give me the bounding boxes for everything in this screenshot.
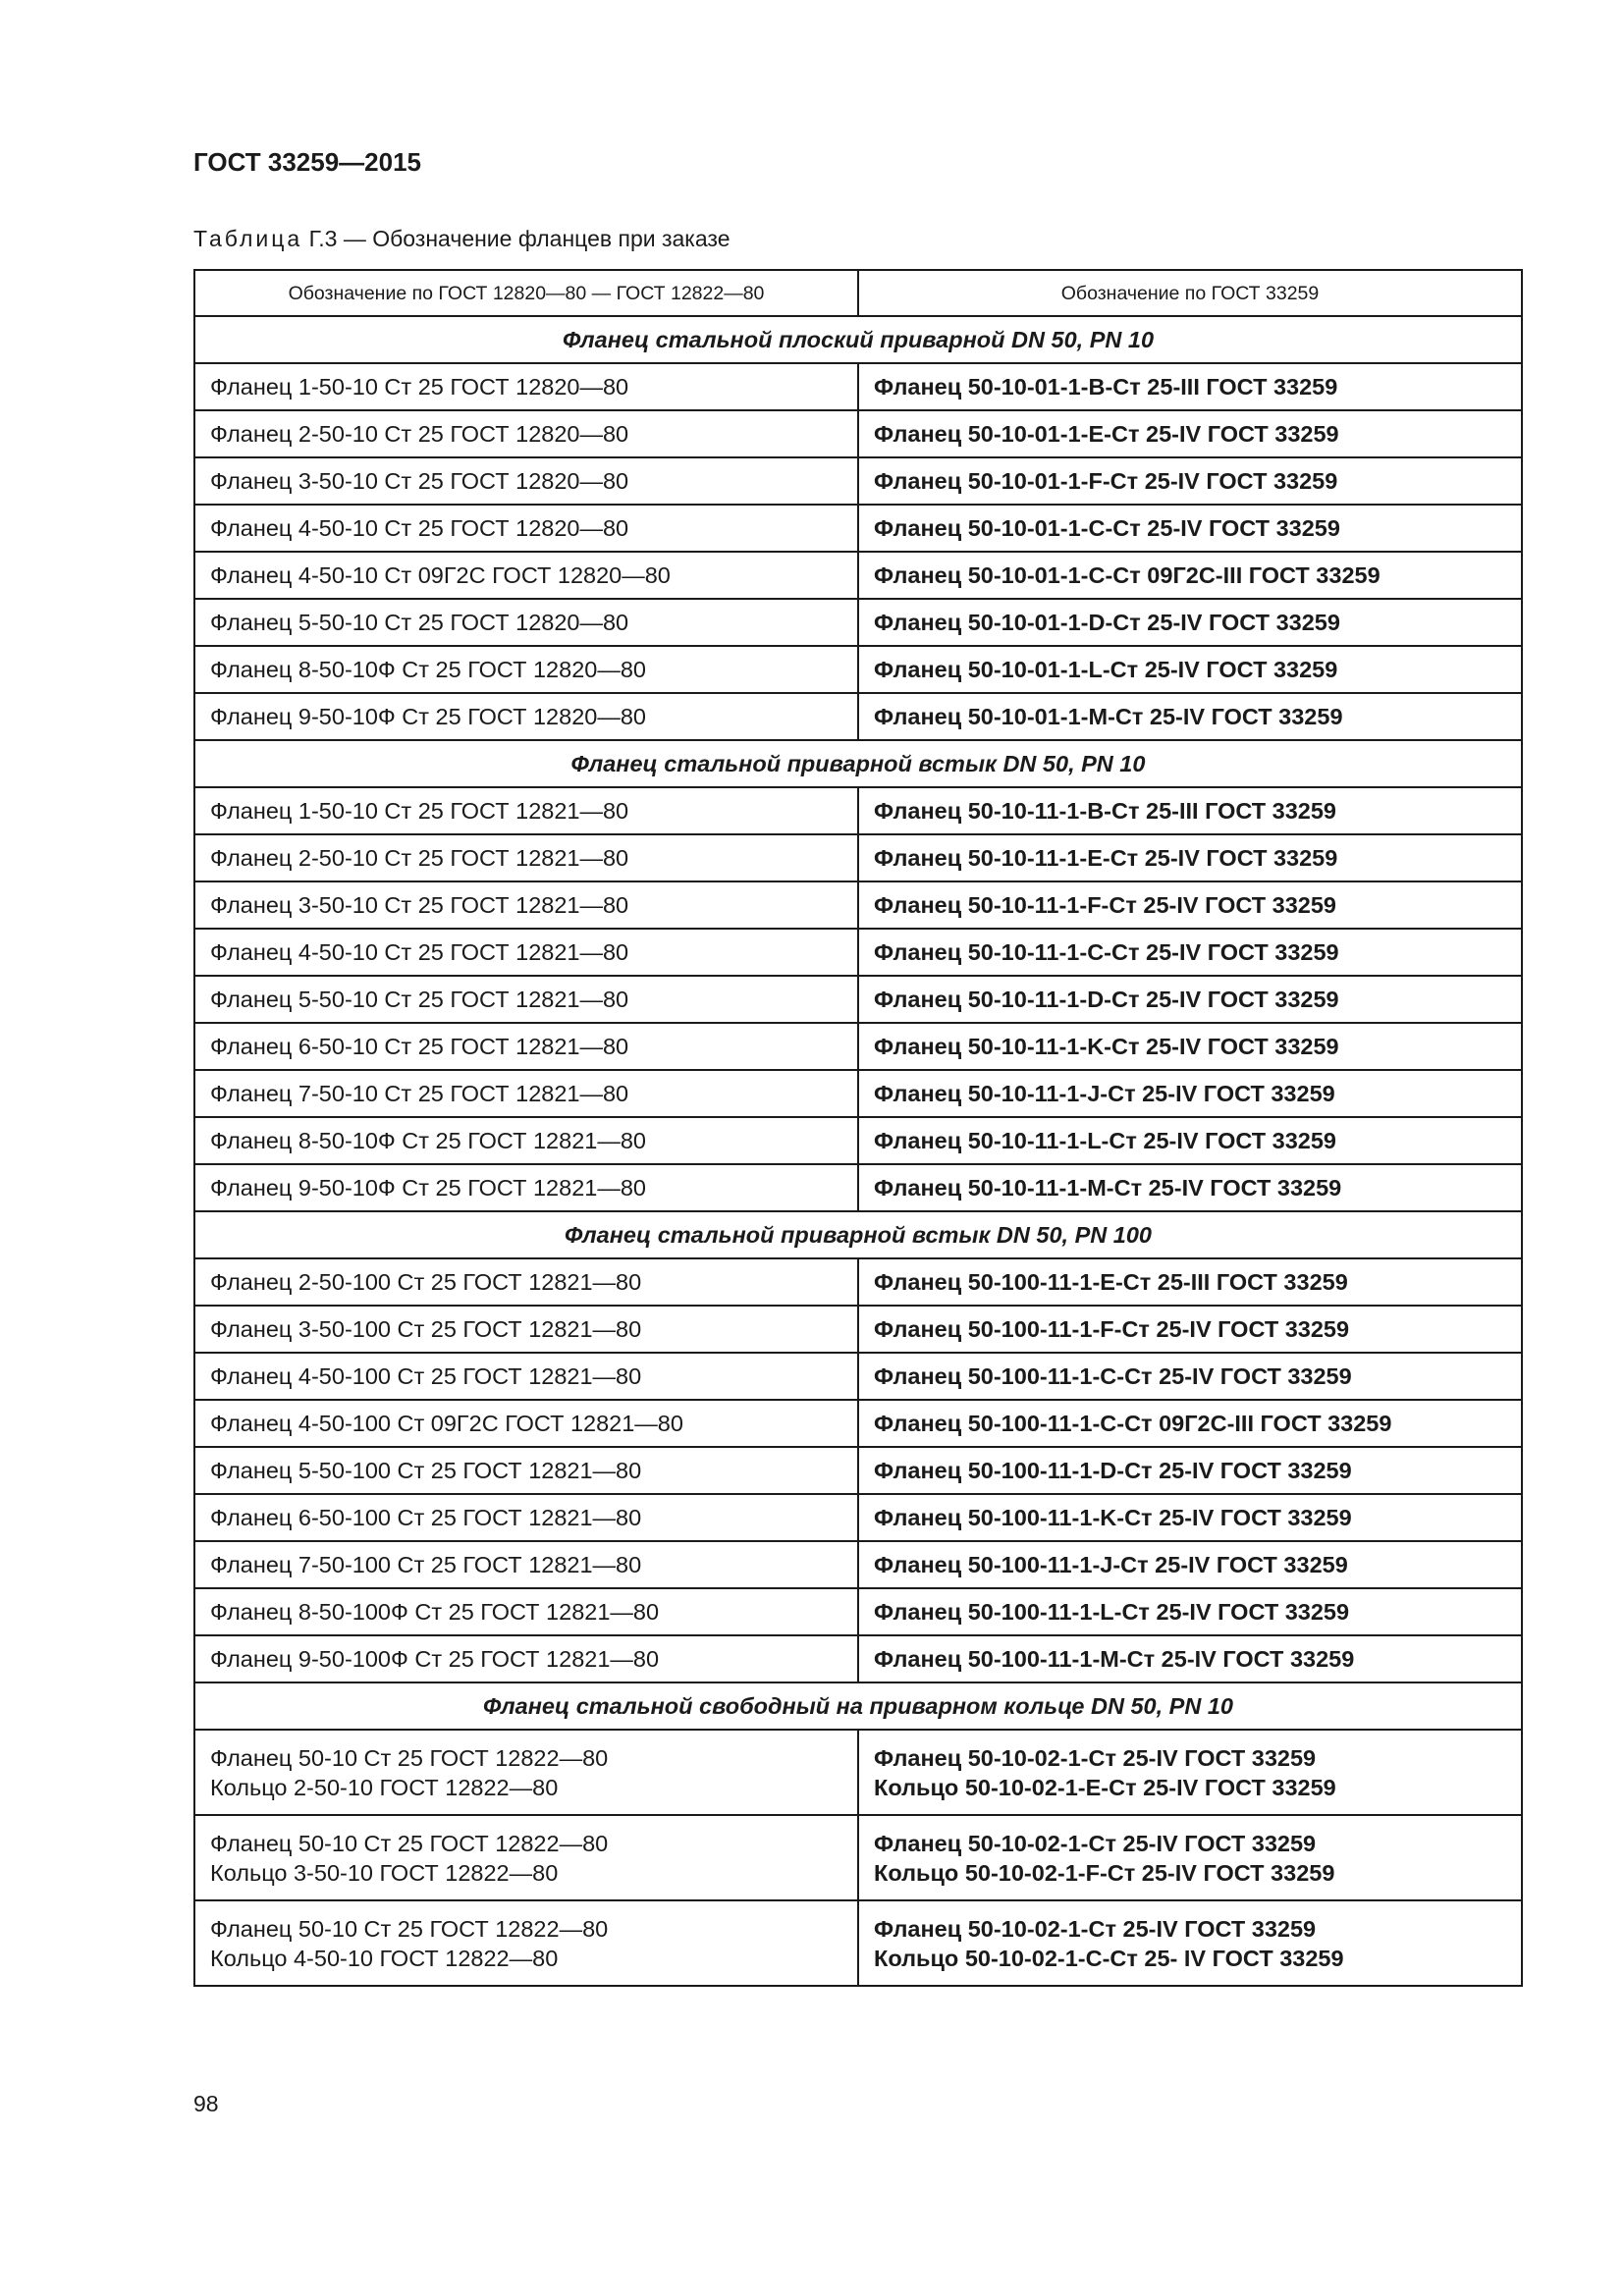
old-designation-cell <box>194 1815 858 1900</box>
table-row <box>194 1258 1522 1306</box>
section-header-row <box>194 1211 1522 1258</box>
table-row <box>194 1070 1522 1117</box>
old-designation-cell <box>194 1730 858 1815</box>
table-body <box>194 270 1522 1986</box>
column-header-new: Обозначение по ГОСТ 33259 <box>858 270 1522 316</box>
caption-label: Таблица <box>193 226 303 251</box>
new-designation-cell <box>858 1730 1522 1815</box>
old-designation-cell: Фланец 4-50-10 Ст 25 ГОСТ 12820—80 <box>194 505 858 552</box>
table-row <box>194 1447 1522 1494</box>
old-designation-cell: Фланец 9-50-10Ф Ст 25 ГОСТ 12820—80 <box>194 693 858 740</box>
table-row <box>194 834 1522 881</box>
new-designation-cell: Фланец 50-100-11-1-F-Ст 25-IV ГОСТ 33259 <box>858 1306 1522 1353</box>
new-designation-cell: Фланец 50-100-11-1-C-Ст 09Г2С-III ГОСТ 33259 <box>858 1400 1522 1447</box>
designation-line: Фланец 50-10-02-1-Ст 25-IV ГОСТ 33259 <box>874 1744 1317 1771</box>
new-designation-cell: Фланец 50-100-11-1-K-Ст 25-IV ГОСТ 33259 <box>858 1494 1522 1541</box>
new-designation-cell: Фланец 50-100-11-1-J-Ст 25-IV ГОСТ 33259 <box>858 1541 1522 1588</box>
table-caption <box>193 226 731 252</box>
table-row <box>194 552 1522 599</box>
table-row <box>194 1164 1522 1211</box>
table-row <box>194 1023 1522 1070</box>
designation-line: Фланец 50-10 Ст 25 ГОСТ 12822—80 <box>210 1915 609 1942</box>
new-designation-cell: Фланец 50-10-01-1-B-Ст 25-III ГОСТ 33259 <box>858 363 1522 410</box>
old-designation-cell: Фланец 8-50-10Ф Ст 25 ГОСТ 12821—80 <box>194 1117 858 1164</box>
table-row <box>194 1494 1522 1541</box>
old-designation-cell: Фланец 2-50-10 Ст 25 ГОСТ 12820—80 <box>194 410 858 457</box>
new-designation-cell: Фланец 50-10-01-1-L-Ст 25-IV ГОСТ 33259 <box>858 646 1522 693</box>
document-code: ГОСТ 33259—2015 <box>193 147 421 177</box>
caption-number: Г.3 <box>308 226 338 251</box>
new-designation-cell: Фланец 50-10-01-1-D-Ст 25-IV ГОСТ 33259 <box>858 599 1522 646</box>
new-designation-cell: Фланец 50-10-01-1-C-Ст 09Г2С-III ГОСТ 33259 <box>858 552 1522 599</box>
section-title: Фланец стальной плоский приварной DN 50, PN 10 <box>194 316 1522 363</box>
new-designation-cell: Фланец 50-100-11-1-D-Ст 25-IV ГОСТ 33259 <box>858 1447 1522 1494</box>
page-number: 98 <box>193 2091 219 2116</box>
section-title: Фланец стальной свободный на приварном кольце DN 50, PN 10 <box>194 1682 1522 1730</box>
flange-designation-table <box>193 269 1523 1987</box>
table-row <box>194 457 1522 505</box>
new-designation-cell: Фланец 50-10-11-1-C-Ст 25-IV ГОСТ 33259 <box>858 929 1522 976</box>
table-row <box>194 929 1522 976</box>
designation-line: Фланец 50-10 Ст 25 ГОСТ 12822—80 <box>210 1830 609 1856</box>
table-row <box>194 1730 1522 1815</box>
new-designation-cell: Фланец 50-100-11-1-L-Ст 25-IV ГОСТ 33259 <box>858 1588 1522 1635</box>
designation-line: Кольцо 50-10-02-1-C-Ст 25- IV ГОСТ 33259 <box>874 1945 1344 1971</box>
table-row <box>194 1588 1522 1635</box>
new-designation-cell: Фланец 50-100-11-1-M-Ст 25-IV ГОСТ 33259 <box>858 1635 1522 1682</box>
column-header-old: Обозначение по ГОСТ 12820—80 — ГОСТ 12822—80 <box>194 270 858 316</box>
table-row <box>194 1541 1522 1588</box>
new-designation-cell: Фланец 50-10-11-1-L-Ст 25-IV ГОСТ 33259 <box>858 1117 1522 1164</box>
new-designation-cell: Фланец 50-10-11-1-F-Ст 25-IV ГОСТ 33259 <box>858 881 1522 929</box>
table-row <box>194 1117 1522 1164</box>
old-designation-cell: Фланец 2-50-100 Ст 25 ГОСТ 12821—80 <box>194 1258 858 1306</box>
new-designation-cell <box>858 1900 1522 1986</box>
table-row <box>194 505 1522 552</box>
old-designation-cell: Фланец 6-50-10 Ст 25 ГОСТ 12821—80 <box>194 1023 858 1070</box>
old-designation-cell <box>194 1900 858 1986</box>
old-designation-cell: Фланец 9-50-10Ф Ст 25 ГОСТ 12821—80 <box>194 1164 858 1211</box>
old-designation-cell: Фланец 9-50-100Ф Ст 25 ГОСТ 12821—80 <box>194 1635 858 1682</box>
new-designation-cell: Фланец 50-10-11-1-J-Ст 25-IV ГОСТ 33259 <box>858 1070 1522 1117</box>
table-row <box>194 976 1522 1023</box>
section-title: Фланец стальной приварной встык DN 50, PN 100 <box>194 1211 1522 1258</box>
old-designation-cell: Фланец 5-50-10 Ст 25 ГОСТ 12821—80 <box>194 976 858 1023</box>
old-designation-cell: Фланец 4-50-10 Ст 25 ГОСТ 12821—80 <box>194 929 858 976</box>
new-designation-cell: Фланец 50-100-11-1-E-Ст 25-III ГОСТ 33259 <box>858 1258 1522 1306</box>
new-designation-cell: Фланец 50-10-11-1-K-Ст 25-IV ГОСТ 33259 <box>858 1023 1522 1070</box>
old-designation-cell: Фланец 8-50-100Ф Ст 25 ГОСТ 12821—80 <box>194 1588 858 1635</box>
old-designation-cell: Фланец 7-50-100 Ст 25 ГОСТ 12821—80 <box>194 1541 858 1588</box>
old-designation-cell: Фланец 6-50-100 Ст 25 ГОСТ 12821—80 <box>194 1494 858 1541</box>
designation-line: Фланец 50-10-02-1-Ст 25-IV ГОСТ 33259 <box>874 1915 1317 1942</box>
section-title: Фланец стальной приварной встык DN 50, PN 10 <box>194 740 1522 787</box>
table-row <box>194 1400 1522 1447</box>
table-header-row <box>194 270 1522 316</box>
table-row <box>194 1900 1522 1986</box>
section-header-row <box>194 740 1522 787</box>
table-row <box>194 599 1522 646</box>
new-designation-cell: Фланец 50-10-01-1-E-Ст 25-IV ГОСТ 33259 <box>858 410 1522 457</box>
designation-line: Кольцо 3-50-10 ГОСТ 12822—80 <box>210 1859 559 1886</box>
designation-line: Кольцо 2-50-10 ГОСТ 12822—80 <box>210 1774 559 1800</box>
table-row <box>194 1306 1522 1353</box>
caption-text: — Обозначение фланцев при заказе <box>343 226 731 251</box>
old-designation-cell: Фланец 1-50-10 Ст 25 ГОСТ 12821—80 <box>194 787 858 834</box>
new-designation-cell: Фланец 50-100-11-1-C-Ст 25-IV ГОСТ 33259 <box>858 1353 1522 1400</box>
old-designation-cell: Фланец 5-50-100 Ст 25 ГОСТ 12821—80 <box>194 1447 858 1494</box>
table-row <box>194 646 1522 693</box>
designation-line: Фланец 50-10-02-1-Ст 25-IV ГОСТ 33259 <box>874 1830 1317 1856</box>
old-designation-cell: Фланец 3-50-100 Ст 25 ГОСТ 12821—80 <box>194 1306 858 1353</box>
old-designation-cell: Фланец 4-50-100 Ст 09Г2С ГОСТ 12821—80 <box>194 1400 858 1447</box>
old-designation-cell: Фланец 3-50-10 Ст 25 ГОСТ 12820—80 <box>194 457 858 505</box>
table-row <box>194 787 1522 834</box>
section-header-row <box>194 316 1522 363</box>
new-designation-cell: Фланец 50-10-01-1-C-Ст 25-IV ГОСТ 33259 <box>858 505 1522 552</box>
designation-line: Кольцо 50-10-02-1-F-Ст 25-IV ГОСТ 33259 <box>874 1859 1335 1886</box>
new-designation-cell: Фланец 50-10-11-1-M-Ст 25-IV ГОСТ 33259 <box>858 1164 1522 1211</box>
new-designation-cell: Фланец 50-10-11-1-B-Ст 25-III ГОСТ 33259 <box>858 787 1522 834</box>
table-row <box>194 1635 1522 1682</box>
designation-line: Кольцо 50-10-02-1-E-Ст 25-IV ГОСТ 33259 <box>874 1774 1336 1800</box>
old-designation-cell: Фланец 1-50-10 Ст 25 ГОСТ 12820—80 <box>194 363 858 410</box>
old-designation-cell: Фланец 5-50-10 Ст 25 ГОСТ 12820—80 <box>194 599 858 646</box>
designation-line: Фланец 50-10 Ст 25 ГОСТ 12822—80 <box>210 1744 609 1771</box>
old-designation-cell: Фланец 4-50-10 Ст 09Г2С ГОСТ 12820—80 <box>194 552 858 599</box>
table-row <box>194 410 1522 457</box>
new-designation-cell: Фланец 50-10-01-1-M-Ст 25-IV ГОСТ 33259 <box>858 693 1522 740</box>
section-header-row <box>194 1682 1522 1730</box>
table-row <box>194 363 1522 410</box>
old-designation-cell: Фланец 7-50-10 Ст 25 ГОСТ 12821—80 <box>194 1070 858 1117</box>
new-designation-cell: Фланец 50-10-11-1-D-Ст 25-IV ГОСТ 33259 <box>858 976 1522 1023</box>
designation-line: Кольцо 4-50-10 ГОСТ 12822—80 <box>210 1945 559 1971</box>
old-designation-cell: Фланец 8-50-10Ф Ст 25 ГОСТ 12820—80 <box>194 646 858 693</box>
table-row <box>194 693 1522 740</box>
table-row <box>194 1815 1522 1900</box>
old-designation-cell: Фланец 3-50-10 Ст 25 ГОСТ 12821—80 <box>194 881 858 929</box>
table-row <box>194 881 1522 929</box>
new-designation-cell <box>858 1815 1522 1900</box>
old-designation-cell: Фланец 4-50-100 Ст 25 ГОСТ 12821—80 <box>194 1353 858 1400</box>
new-designation-cell: Фланец 50-10-11-1-E-Ст 25-IV ГОСТ 33259 <box>858 834 1522 881</box>
old-designation-cell: Фланец 2-50-10 Ст 25 ГОСТ 12821—80 <box>194 834 858 881</box>
table-row <box>194 1353 1522 1400</box>
new-designation-cell: Фланец 50-10-01-1-F-Ст 25-IV ГОСТ 33259 <box>858 457 1522 505</box>
